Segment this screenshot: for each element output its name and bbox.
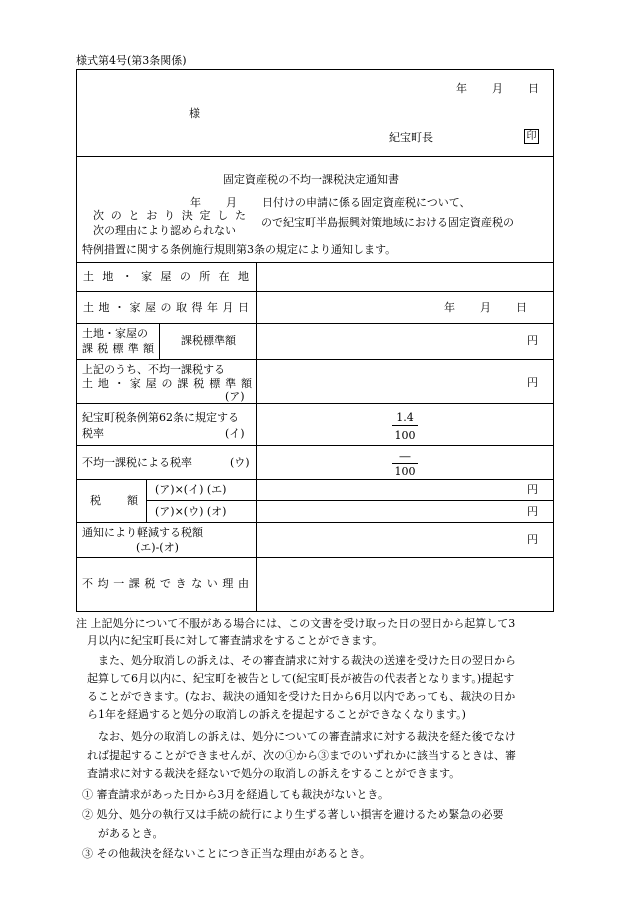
notice-line2-rest: ので紀宝町半島振興対策地域における固定資産税の <box>261 216 514 229</box>
column-divider <box>256 262 257 612</box>
notice-choice-lower: 次の理由により認められない <box>93 224 236 237</box>
uneven-rate-fraction-bar <box>392 463 418 464</box>
note-line: ② 処分、処分の執行又は手続の続行により生ずる著しい損害を避けるため緊急の必要 <box>82 808 504 821</box>
label-reason: 不均一課税できない理由 <box>82 577 249 590</box>
note-line: ③ その他裁決を経ないことにつき正当な理由があるとき。 <box>82 847 371 860</box>
notice-title: 固定資産税の不均一課税決定通知書 <box>223 173 399 186</box>
label-uneven-rate-mark: (ウ) <box>230 456 250 469</box>
note-line: 起算して6月以内に、紀宝町を被告として(紀宝町長が被告の代表者となります。)提起す <box>87 672 515 685</box>
note-line: なお、処分の取消しの訴えは、処分についての審査請求に対する裁決を経た後でなけ <box>98 730 516 743</box>
yen-tax-amount-o: 円 <box>527 505 538 518</box>
label-tax-amount: 税 額 <box>90 494 138 507</box>
issuer-name: 紀宝町長 <box>389 131 433 144</box>
yen-tax-base: 円 <box>527 334 538 347</box>
yen-uneven-base: 円 <box>527 376 538 389</box>
label-uneven-rate: 不均一課税による税率 <box>82 456 192 469</box>
rate-numerator: 1.4 <box>396 411 414 424</box>
notice-line1-rest: 日付けの申請に係る固定資産税について、 <box>262 196 471 209</box>
divider-tax-amount-sub <box>146 479 147 522</box>
note-line: また、処分取消しの訴えは、その審査請求に対する裁決の送達を受けた日の翌日から <box>98 654 516 667</box>
divider-row-acq <box>76 323 554 324</box>
notice-date-year: 年 <box>190 196 201 209</box>
notice-line3: 特例措置に関する条例施行規則第3条の規定により通知します。 <box>82 243 397 256</box>
label-rate-line2: 税率 <box>82 427 104 440</box>
yen-tax-amount-e: 円 <box>527 483 538 496</box>
label-tax-base-sub: 課税標準額 <box>181 334 236 347</box>
label-uneven-base-mark: (ア) <box>225 390 245 403</box>
divider-base-sub <box>159 323 160 359</box>
label-rate-line1: 紀宝町税条例第62条に規定する <box>82 411 239 424</box>
divider-header <box>76 156 554 157</box>
seal-mark: 印 <box>524 129 539 144</box>
notice-date-month: 月 <box>226 196 237 209</box>
notice-choice-upper: 次のとおり決定した <box>93 209 246 222</box>
note-line: れば提起することができませんが、次の①から③までのいずれかに該当するときは、審 <box>87 749 516 762</box>
divider-tax-amount-mid <box>146 500 554 501</box>
rate-fraction-bar <box>392 425 418 426</box>
note-line: ら1年を経過すると処分の取消しの訴えを提起することができなくなります。) <box>87 708 466 721</box>
note-line: ① 審査請求があった日から3月を経過しても裁決がないとき。 <box>82 788 389 801</box>
header-date-day: 日 <box>528 82 539 95</box>
label-rate-mark: (イ) <box>225 427 245 440</box>
uneven-rate-denominator: 100 <box>394 465 416 478</box>
form-label: 様式第4号(第3条関係) <box>76 54 187 67</box>
divider-row-location <box>76 291 554 292</box>
label-reduced-line1: 通知により軽減する税額 <box>82 526 203 539</box>
acq-month: 月 <box>480 301 491 314</box>
note-line: 査請求に対する裁決を経ないで処分の取消しの訴えをすることができます。 <box>87 767 461 780</box>
acq-year: 年 <box>444 301 455 314</box>
label-uneven-base-line2: 土地・家屋の課税標準額 <box>82 377 252 390</box>
label-reduced-line2: (エ)-(オ) <box>136 541 179 554</box>
rate-denominator: 100 <box>394 429 416 442</box>
addressee-suffix: 様 <box>189 107 200 120</box>
note-line: があるとき。 <box>98 827 164 840</box>
label-uneven-base-line1: 上記のうち、不均一課税する <box>82 363 225 376</box>
acq-day: 日 <box>516 301 527 314</box>
header-date-year: 年 <box>456 82 467 95</box>
yen-reduced: 円 <box>527 533 538 546</box>
divider-row-base <box>76 359 554 360</box>
divider-row-rate <box>76 445 554 446</box>
label-location: 土地・家屋の所在地 <box>83 270 249 283</box>
note-line: ることができます。(なお、裁決の通知を受けた日から6月以内であっても、裁決の日か <box>87 690 516 703</box>
header-date-month: 月 <box>492 82 503 95</box>
label-acquisition-date: 土地・家屋の取得年月日 <box>83 301 249 314</box>
label-tax-base-line2: 課税標準額 <box>82 342 154 355</box>
divider-row-tax-amount <box>76 522 554 523</box>
divider-notice <box>76 262 554 263</box>
label-tax-amount-o: (ア)×(ウ) (オ) <box>155 505 227 518</box>
label-tax-base-line1: 土地・家屋の <box>82 327 148 340</box>
label-tax-amount-e: (ア)×(イ) (エ) <box>155 483 227 496</box>
note-line: 月以内に紀宝町長に対して審査請求をすることができます。 <box>87 634 384 647</box>
divider-row-uneven-base <box>76 403 554 404</box>
uneven-rate-numerator: ― <box>399 450 411 463</box>
divider-row-reduced <box>76 557 554 558</box>
divider-row-uneven-rate <box>76 479 554 480</box>
note-line: 注 上記処分について不服がある場合には、この文書を受け取った日の翌日から起算して3 <box>76 617 516 630</box>
